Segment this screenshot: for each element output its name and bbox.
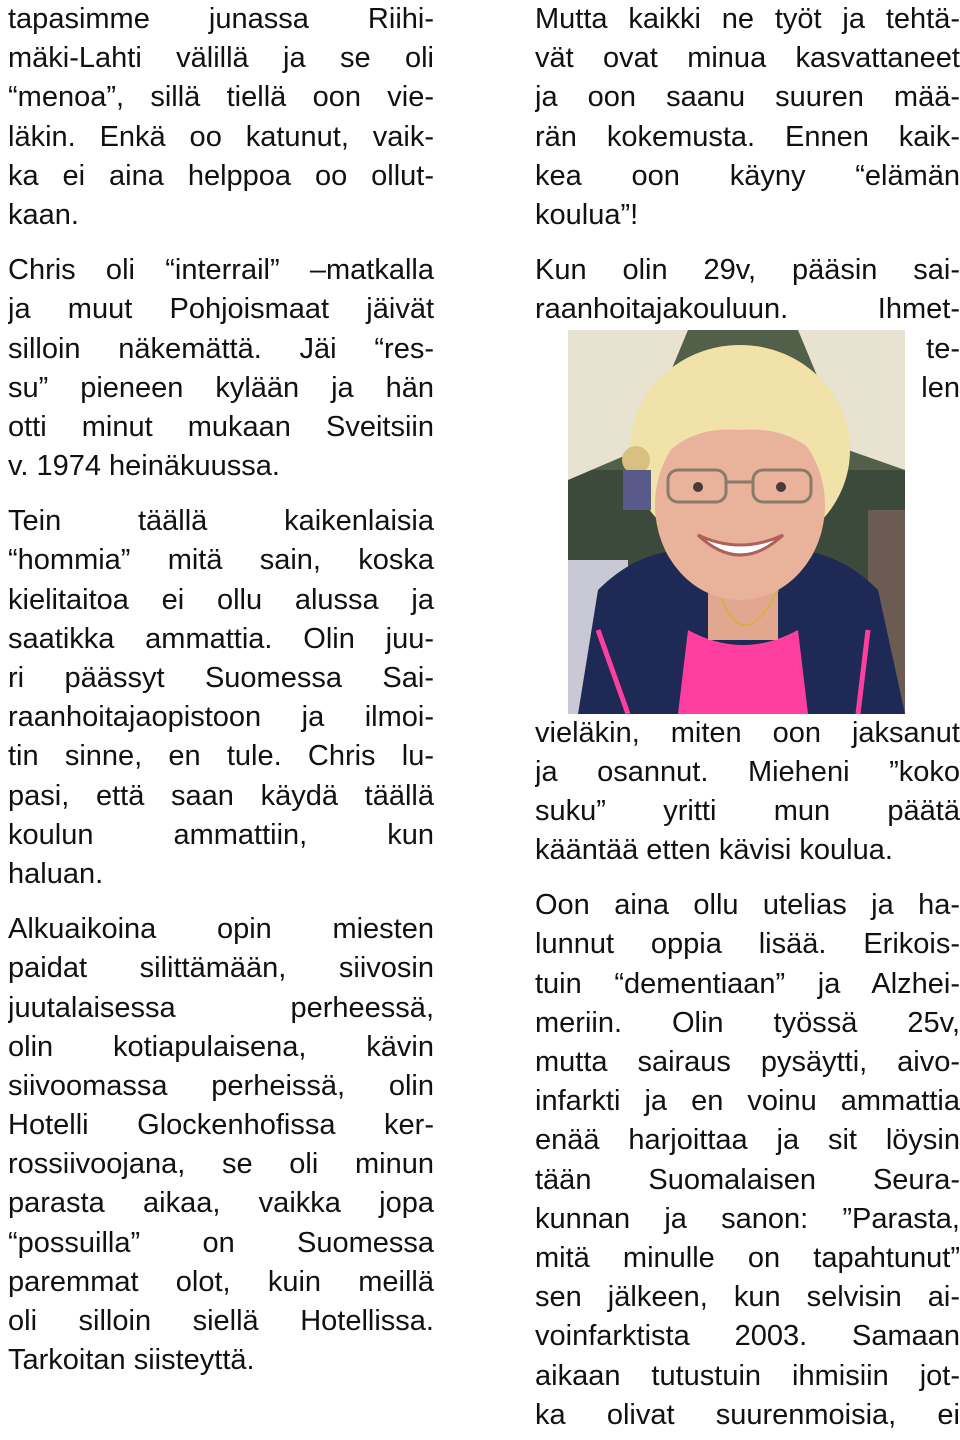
text-line: ri päässyt Suomessa Sai- <box>8 662 434 694</box>
text-line: parasta aikaa, vaikka jopa <box>8 1187 434 1220</box>
text-line: tuin “dementiaan” ja Alzhei- <box>535 967 960 1000</box>
text-line: “menoa”, sillä tiellä oon vie- <box>8 81 434 114</box>
text-line: meriin. Olin työssä 25v, <box>535 1006 960 1039</box>
text-line: juutalaisessa perheessä, <box>8 991 434 1024</box>
text-line: otti minut mukaan Sveitsiin <box>8 410 434 443</box>
text-line: Alkuaikoina opin miesten <box>8 913 434 946</box>
text-line: haluan. <box>8 857 104 890</box>
photo-row <box>535 330 960 714</box>
text-line: kääntää etten kävisi koulua. <box>535 834 893 867</box>
text-line: kielitaitoa ei ollu alussa ja <box>8 583 434 616</box>
text-line: te- <box>926 332 960 365</box>
paragraph <box>535 251 960 870</box>
text-line: saatikka ammattia. Olin juu- <box>8 622 434 655</box>
text-line: mäki-Lahti välillä ja se oli <box>8 42 434 75</box>
text-line: voinfarktista 2003. Samaan <box>535 1320 960 1353</box>
text-line: Kun olin 29v, pääsin sai- <box>535 254 960 287</box>
paragraph <box>8 251 434 486</box>
text-line: tään Suomalaisen Seura- <box>535 1163 960 1196</box>
text-line: ja osannut. Mieheni ”koko <box>535 755 960 788</box>
text-line: ka olivat suurenmoisia, ei <box>535 1398 960 1431</box>
paragraph <box>535 0 960 235</box>
text-line: koulun ammattiin, kun <box>8 818 434 851</box>
text-line: “hommia” mitä sain, koska <box>8 544 434 577</box>
text-line: kunnan ja sanon: ”Parasta, <box>535 1202 960 1235</box>
paragraph <box>8 0 434 235</box>
text-line: Chris oli “interrail” –matkalla <box>8 254 434 287</box>
text-line: enää harjoittaa ja sit löysin <box>535 1124 960 1157</box>
text-line: ja muut Pohjoismaat jäivät <box>8 293 434 326</box>
text-line: vieläkin, miten oon jaksanut <box>535 716 960 749</box>
text-line: silloin näkemättä. Jäi “res- <box>8 332 434 365</box>
text-line: sen jälkeen, kun selvisin ai- <box>535 1281 960 1314</box>
text-line: koulua”! <box>535 198 639 231</box>
text-line: tin sinne, en tule. Chris lu- <box>8 740 434 773</box>
portrait-photo <box>568 330 905 714</box>
text-line: olin kotiapulaisena, kävin <box>8 1030 434 1063</box>
text-line: Tein täällä kaikenlaisia <box>8 505 434 538</box>
text-line: rossiivoojana, se oli minun <box>8 1148 434 1181</box>
right-column <box>535 0 960 1435</box>
text-line: “possuilla” on Suomessa <box>8 1226 434 1259</box>
text-line: läkin. Enkä oo katunut, vaik- <box>8 120 434 153</box>
text-line: raanhoitajakouluun. Ihmet- <box>535 293 960 326</box>
text-line: rän kokemusta. Ennen kaik- <box>535 120 960 153</box>
text-line: Mutta kaikki ne työt ja tehtä- <box>535 3 960 35</box>
text-line: infarkti ja en voinu ammattia <box>535 1085 960 1118</box>
woman-portrait-image <box>568 330 905 714</box>
paragraph <box>535 886 960 1435</box>
paragraph <box>8 910 434 1380</box>
text-line: lunnut oppia lisää. Erikois- <box>535 928 960 961</box>
text-line: vät ovat minua kasvattaneet <box>535 42 960 75</box>
left-column <box>8 0 434 1380</box>
text-line: Tarkoitan siisteyttä. <box>8 1344 255 1377</box>
text-line: v. 1974 heinäkuussa. <box>8 450 280 483</box>
text-line: ka ei aina helppoa oo ollut- <box>8 159 434 192</box>
text-line: mutta sairaus pysäytti, aivo- <box>535 1046 960 1078</box>
text-line: pasi, että saan käydä täällä <box>8 779 434 812</box>
text-line: oli silloin siellä Hotellissa. <box>8 1305 434 1337</box>
paragraph <box>8 502 434 894</box>
text-line: siivoomassa perheissä, olin <box>8 1069 434 1102</box>
text-line: paidat silittämään, siivosin <box>8 952 434 985</box>
text-line: Oon aina ollu utelias ja ha- <box>535 889 960 922</box>
text-line: mitä minulle on tapahtunut” <box>535 1241 960 1274</box>
text-line: len <box>921 371 960 404</box>
text-line: Hotelli Glockenhofissa ker- <box>8 1109 434 1142</box>
text-line: suku” yritti mun päätä <box>535 794 960 827</box>
text-line: paremmat olot, kuin meillä <box>8 1265 434 1298</box>
text-line: raanhoitajaopistoon ja ilmoi- <box>8 701 434 734</box>
text-line: tapasimme junassa Riihi- <box>8 3 434 35</box>
text-line: ja oon saanu suuren mää- <box>535 81 960 114</box>
text-line: su” pieneen kylään ja hän <box>8 371 434 404</box>
text-line: kea oon käyny “elämän <box>535 159 960 192</box>
text-line: kaan. <box>8 198 79 231</box>
text-line: aikaan tutustuin ihmisiin jot- <box>535 1359 960 1392</box>
